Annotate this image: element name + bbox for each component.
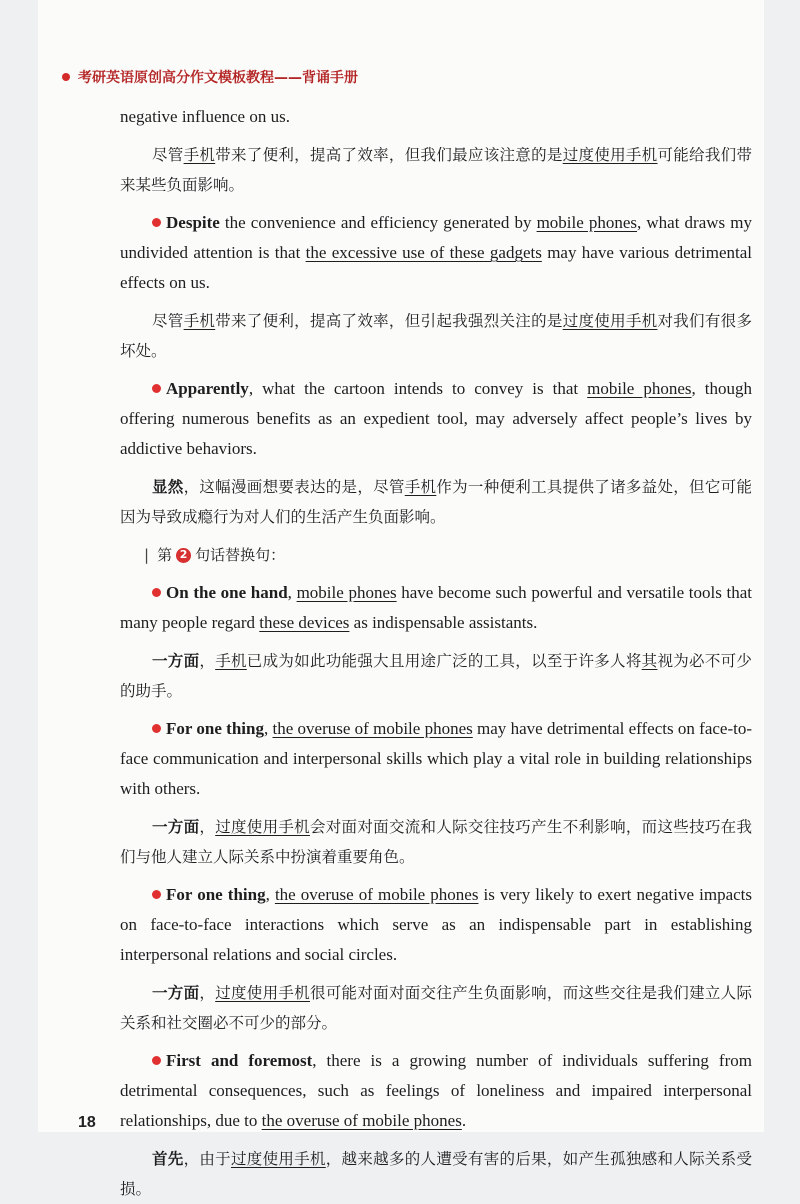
keyword: 一方面 (152, 651, 200, 670)
en-paragraph-4: On the one hand, mobile phones have become such powerful and versatile tools that many people regard these devices as indispensable assistants. (120, 583, 752, 632)
en-paragraph-1: negative influence on us. (120, 107, 290, 126)
bullet-dot-icon (152, 384, 161, 393)
underlined-phrase: 过度使用手机 (562, 312, 658, 330)
keyword: For one thing (166, 885, 266, 904)
underlined-phrase: mobile phones (587, 379, 692, 398)
zh-paragraph-7: 首先，由于过度使用手机，越来越多的人遭受有害的后果，如产生孤独感和人际关系受损。 (120, 1149, 752, 1198)
header-bullet-icon (62, 73, 70, 81)
keyword: First and foremost (166, 1051, 313, 1070)
en-paragraph-6: For one thing, the overuse of mobile phones is very likely to exert negative impacts on face-to-face interactions which serve as an indispensable part in establishing interpersonal relations and social circles. (120, 885, 752, 964)
page-number: 18 (78, 1114, 96, 1131)
zh-paragraph-2: 尽管手机带来了便利，提高了效率，但引起我强烈关注的是过度使用手机对我们有很多坏处。 (120, 312, 752, 360)
underlined-phrase: 过度使用手机 (230, 1150, 326, 1168)
header-title: 考研英语原创高分作文模板教程——背诵手册 (78, 70, 358, 86)
underlined-phrase: 过度使用手机 (562, 146, 658, 164)
keyword: 一方面 (152, 817, 200, 836)
en-paragraph-5: For one thing, the overuse of mobile phones may have detrimental effects on face-to-face communication and interpersonal skills which play a vital role in building relationships with others. (120, 719, 753, 798)
en-paragraph-7: First and foremost, there is a growing number of individuals suffering from detrimental consequences, such as feelings of loneliness and impaired interpersonal relationships, due to the overuse of mobile phones. (120, 1051, 752, 1130)
bullet-dot-icon (152, 890, 161, 899)
underlined-phrase: the overuse of mobile phones (274, 885, 479, 904)
underlined-phrase: mobile phones (296, 583, 397, 602)
section-heading: | 第 2 句话替换句： (120, 540, 752, 570)
running-header (62, 65, 358, 89)
en-paragraph-3: Apparently, what the cartoon intends to convey is that mobile phones, though offering numerous benefits as an expedient tool, may adversely affect people’s lives by addictive behaviors. (120, 379, 752, 458)
underlined-phrase: 手机 (404, 478, 437, 496)
keyword: 显然 (152, 477, 184, 496)
underlined-phrase: 过度使用手机 (215, 984, 310, 1002)
keyword: For one thing (166, 719, 264, 738)
keyword: 首先 (152, 1149, 184, 1168)
zh-paragraph-4: 一方面，手机已成为如此功能强大且用途广泛的工具，以至于许多人将其视为必不可少的助手。 (120, 651, 752, 700)
underlined-phrase: the excessive use of these gadgets (305, 243, 542, 262)
underlined-phrase: mobile phones (536, 213, 638, 232)
zh-paragraph-5: 一方面，过度使用手机会对面对面交流和人际交往技巧产生不利影响，而这些技巧在我们与他人建立人际关系中扮演着重要角色。 (120, 817, 752, 866)
underlined-phrase: 过度使用手机 (215, 818, 310, 836)
keyword: Apparently (166, 379, 249, 398)
underlined-phrase: these devices (259, 613, 350, 632)
section-number-badge: 2 (176, 548, 191, 563)
bullet-dot-icon (152, 588, 161, 597)
underlined-phrase: 手机 (183, 312, 216, 330)
underlined-phrase: the overuse of mobile phones (261, 1111, 462, 1130)
en-paragraph-2: Despite the convenience and efficiency generated by mobile phones, what draws my undivided attention is that the excessive use of these gadgets may have various detrimental effects on us. (120, 213, 752, 292)
bullet-dot-icon (152, 218, 161, 227)
underlined-phrase: 手机 (183, 146, 216, 164)
section-bar-icon: | (144, 546, 150, 564)
underlined-phrase: 其 (641, 652, 658, 670)
zh-paragraph-6: 一方面，过度使用手机很可能对面对面交往产生负面影响，而这些交往是我们建立人际关系和社交圈必不可少的部分。 (120, 983, 752, 1032)
underlined-phrase: 手机 (215, 652, 247, 670)
bullet-dot-icon (152, 724, 161, 733)
keyword: 一方面 (152, 983, 200, 1002)
bullet-dot-icon (152, 1056, 161, 1065)
page-body (120, 102, 752, 1204)
keyword: Despite (166, 213, 220, 232)
underlined-phrase: the overuse of mobile phones (272, 719, 473, 738)
zh-paragraph-3: 显然，这幅漫画想要表达的是，尽管手机作为一种便利工具提供了诸多益处，但它可能因为导致成瘾行为对人们的生活产生负面影响。 (120, 477, 752, 526)
keyword: On the one hand (166, 583, 288, 602)
zh-paragraph-1: 尽管手机带来了便利，提高了效率，但我们最应该注意的是过度使用手机可能给我们带来某些负面影响。 (120, 146, 752, 194)
